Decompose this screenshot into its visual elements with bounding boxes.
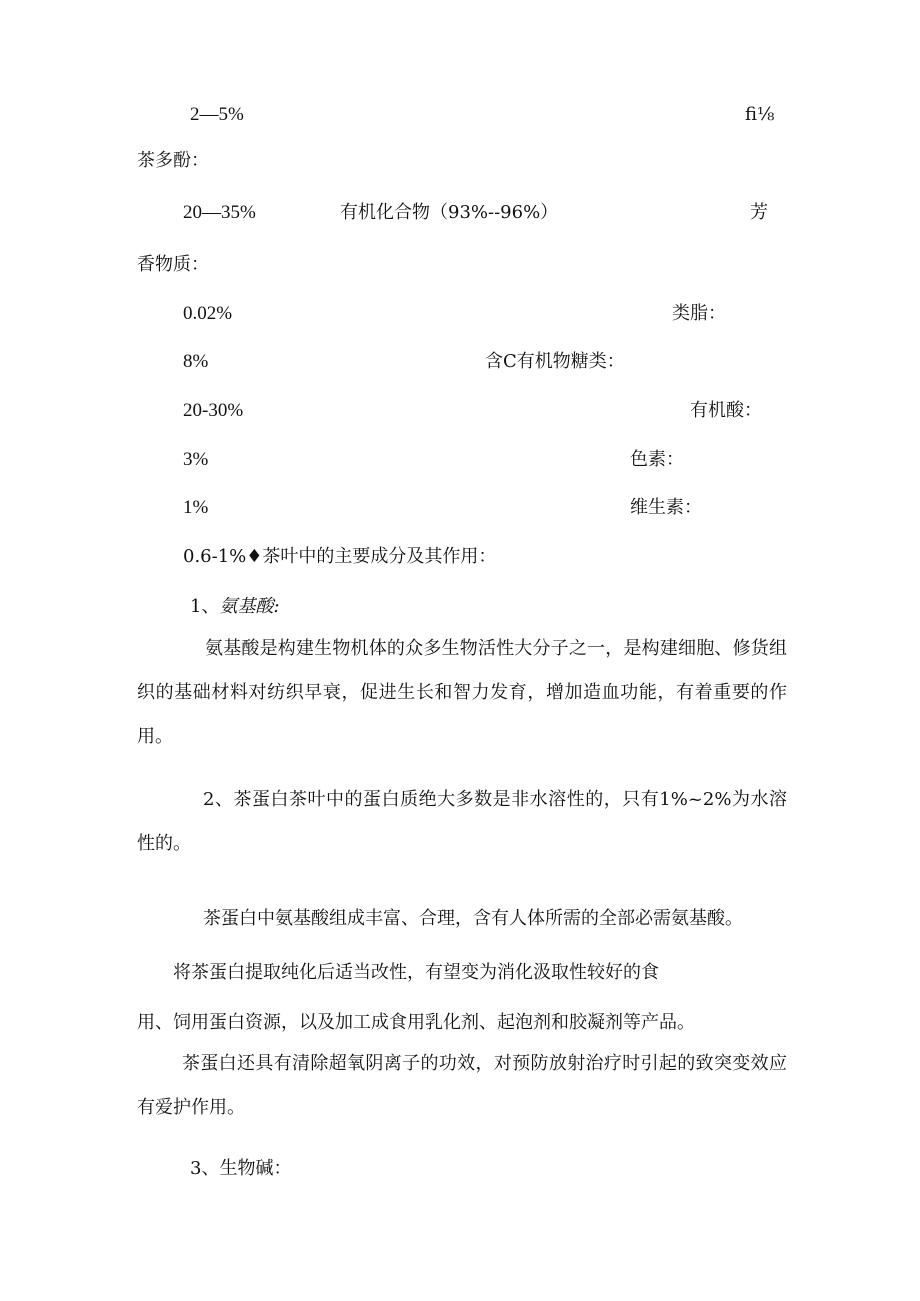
row3-left-value: 20—35% [183,202,256,223]
row1-left-value: 2—5% [190,104,244,125]
section2-paragraph2: 茶蛋白还具有清除超氧阴离子的功效，对预防放射治疗时引起的致突变效应有爱护作用。 [137,1053,787,1118]
row6-right-label: 含C有机物糖类： [485,351,625,372]
row5-right-label: 类脂： [672,303,726,324]
section2-line4: 用、饲用蛋白资源，以及加工成食用乳化剂、起泡剂和胶凝剂等产品。 [137,1012,695,1033]
row9-right-label: 维生素： [630,497,702,518]
row8-right-label: 色素： [630,449,684,470]
row4-label: 香物质： [137,254,209,275]
section1-title: 氨基酸: [219,596,280,617]
section3-heading: 3、生物碱： [190,1158,292,1179]
section1-number: 1、 [190,596,220,617]
row1-right-text: fi⅛ [745,104,775,125]
section1-heading [190,596,280,618]
section2-paragraph: 2、茶蛋白茶叶中的蛋白质绝大多数是非水溶性的，只有1%~2%为水溶性的。 [137,789,787,854]
section1-paragraph: 氨基酸是构建生物机体的众多生物活性大分子之一，是构建细胞、修货组织的基础材料对纺织早衰，促进生长和智力发育，增加造血功能，有着重要的作用。 [137,638,787,747]
row10-text: 0.6-1%♦茶叶中的主要成分及其作用： [183,546,497,567]
section2-line2: 茶蛋白中氨基酸组成丰富、合理，含有人体所需的全部必需氨基酸。 [203,908,743,929]
row2-label: 茶多酚： [137,150,209,171]
row5-left-value: 0.02% [183,303,233,324]
row3-right-text: 芳 [750,202,768,223]
row6-left-value: 8% [183,351,209,372]
row9-left-value: 1% [183,497,209,518]
row8-left-value: 3% [183,449,209,470]
row7-left-value: 20-30% [183,400,244,421]
row7-right-label: 有机酸： [690,400,762,421]
section2-line3: 将茶蛋白提取纯化后适当改性，有望变为消化汲取性较好的食 [173,962,659,983]
row3-middle-label: 有机化合物（93%--96%） [340,202,559,223]
